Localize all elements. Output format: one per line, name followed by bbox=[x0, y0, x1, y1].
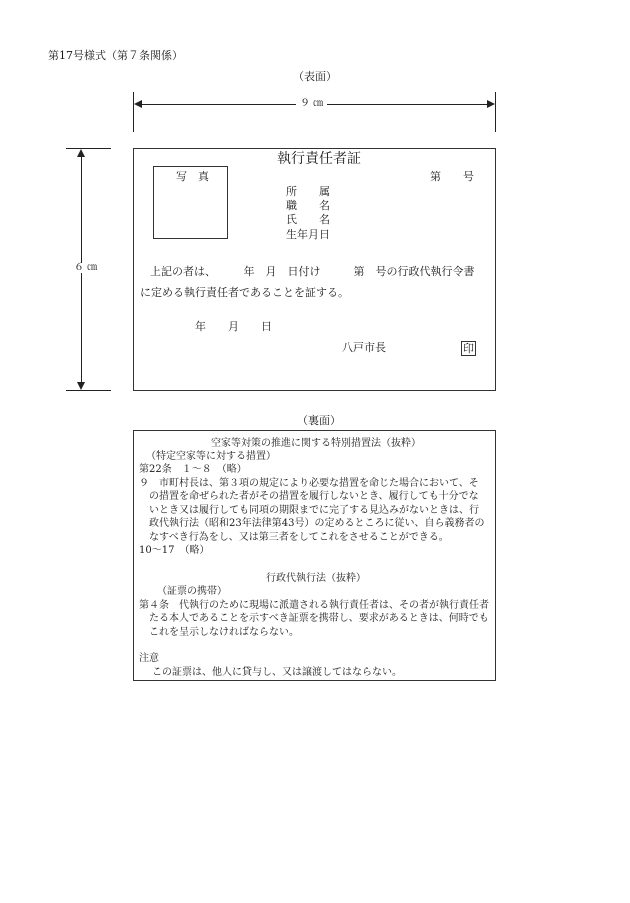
back-article-22: 第22条 １～８ （略） bbox=[139, 464, 247, 475]
height-dim-top-tick bbox=[66, 148, 111, 149]
field-birthdate: 生年月日 bbox=[286, 228, 330, 241]
height-dim-bottom-tick bbox=[66, 390, 111, 391]
photo-label: 写 真 bbox=[176, 170, 209, 183]
field-name: 氏 名 bbox=[286, 213, 330, 226]
field-affiliation: 所 属 bbox=[286, 185, 330, 198]
issue-date: 年 月 日 bbox=[195, 320, 272, 333]
back-law-title-1: 空家等対策の推進に関する特別措置法（抜粋） bbox=[211, 438, 421, 449]
form-number: 第17号様式（第７条関係） bbox=[48, 49, 183, 62]
back-law-title-2: 行政代執行法（抜粋） bbox=[266, 573, 366, 584]
back-para-9-line-3: いとき又は履行しても同項の期限までに完了する見込みがないときは、行 bbox=[149, 505, 479, 516]
seal-mark: 印 bbox=[463, 342, 474, 355]
arrow-left-icon bbox=[134, 100, 142, 108]
back-section-heading-1: （特定空家等に対する措置） bbox=[146, 451, 276, 462]
field-position: 職 名 bbox=[286, 199, 330, 212]
issuer: 八戸市長 bbox=[342, 341, 386, 354]
back-article-4-line-1: 第４条 代執行のために現場に派遣される執行責任者は、その者が執行責任者 bbox=[139, 600, 489, 611]
arrow-down-icon bbox=[77, 382, 85, 390]
width-dim-left-tick bbox=[133, 92, 134, 132]
back-articles-10-17: 10～17 （略） bbox=[139, 545, 210, 556]
back-para-9-line-2: の措置を命ぜられた者がその措置を履行しないとき、履行しても十分でな bbox=[149, 491, 479, 502]
arrow-right-icon bbox=[487, 100, 495, 108]
back-para-9-line-4: 政代執行法（昭和23年法律第43号）の定めるところに従い、自ら義務者の bbox=[149, 518, 485, 529]
back-notice-heading: 注意 bbox=[139, 653, 159, 664]
width-dim-right-tick bbox=[495, 92, 496, 132]
back-heading: （裏面） bbox=[297, 414, 341, 427]
card-title: 執行責任者証 bbox=[277, 151, 361, 167]
back-section-heading-2: （証票の携帯） bbox=[157, 586, 227, 597]
back-article-4-line-2: たる本人であることを示すべき証票を携帯し、要求があるときは、何時でも bbox=[149, 613, 489, 624]
certification-line-1: 上記の者は、 年 月 日付け 第 号の行政代執行令書 bbox=[150, 265, 475, 278]
back-article-4-line-3: これを呈示しなければならない。 bbox=[149, 627, 299, 638]
back-para-9-line-1: ９ 市町村長は、第３項の規定により必要な措置を命じた場合において、そ bbox=[139, 478, 479, 489]
height-dim-label: ６ ㎝ bbox=[70, 263, 101, 273]
arrow-up-icon bbox=[77, 149, 85, 157]
card-number: 第 号 bbox=[430, 170, 474, 183]
back-notice-text: この証票は、他人に貸与し、又は譲渡してはならない。 bbox=[152, 667, 402, 678]
back-para-9-line-5: なすべき行為をし、又は第三者をしてこれをさせることができる。 bbox=[149, 532, 449, 543]
certification-line-2: に定める執行責任者であることを証する。 bbox=[140, 286, 349, 299]
width-dim-label: ９ ㎝ bbox=[296, 99, 327, 109]
front-heading: （表面） bbox=[293, 70, 337, 83]
